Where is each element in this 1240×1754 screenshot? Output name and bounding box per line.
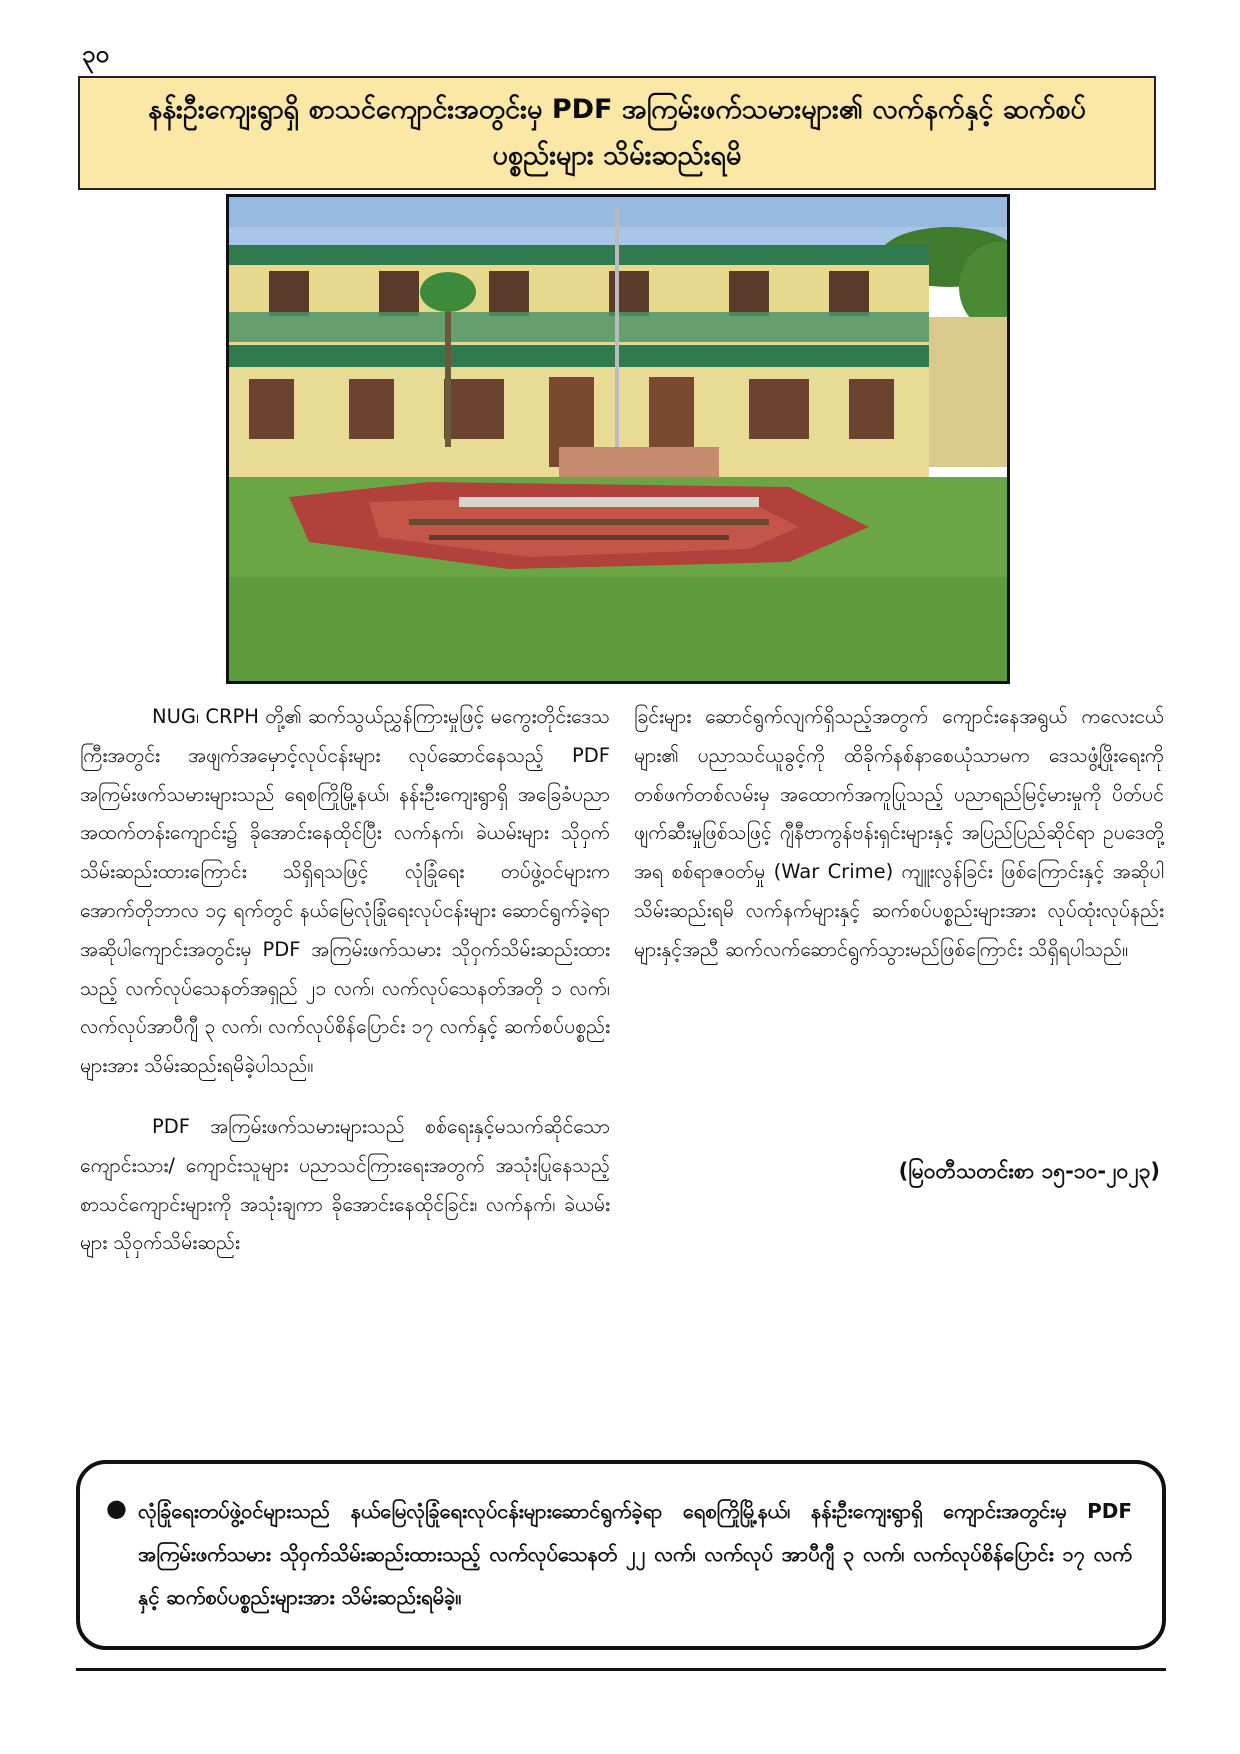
bullet-icon: ● <box>106 1494 127 1522</box>
article-paragraph: NUG၊ CRPH တို့၏ ဆက်သွယ်ညွှန်ကြားမှုဖြင့် မကွေးတိုင်းဒေသကြီးအတွင်း အဖျက်အမှောင့်လုပ်ငန်းများ လုပ်ဆောင်နေသည့် PDF အကြမ်းဖက်သမားများသည် ရေစကြိုမြို့နယ်၊ နန်းဦးကျေးရွာရှိ အခြေခံပညာအထက်တန်းကျောင်း၌ ခိုအောင်းနေထိုင်ပြီး လက်နက်၊ ခဲယမ်းများ သိုဝှက်သိမ်းဆည်းထားကြောင်း သိရှိရသဖြင့် လုံခြုံရေး တပ်ဖွဲ့ဝင်များက အောက်တိုဘာလ ၁၄ ရက်တွင် နယ်မြေလုံခြုံရေးလုပ်ငန်းများ ဆောင်ရွက်ခဲ့ရာ အဆိုပါကျောင်းအတွင်းမှ PDF အကြမ်းဖက်သမား သိုဝှက်သိမ်းဆည်းထားသည့် လက်လုပ်သေနတ်အရှည် ၂၁ လက်၊ လက်လုပ်သေနတ်အတို ၁ လက်၊ လက်လုပ်အာပီဂျီ ၃ လက်၊ လက်လုပ်စိန်ပြောင်း ၁၇ လက်နှင့် ဆက်စပ်ပစ္စည်းများအား သိမ်းဆည်းရမိခဲ့ပါသည်။ <box>80 705 610 1078</box>
headline: နန်းဦးကျေးရွာရှိ စာသင်ကျောင်းအတွင်းမှ PDF အကြမ်းဖက်သမားများ၏ လက်နက်နှင့် ဆက်စပ်ပစ္စည်းများ သိမ်းဆည်းရမိ <box>148 94 1086 171</box>
article-left-column <box>80 698 610 1285</box>
page-number: ၃၀ <box>82 40 109 68</box>
headline-box <box>78 76 1156 190</box>
summary-text: လုံခြုံရေးတပ်ဖွဲ့ဝင်များသည် နယ်မြေလုံခြုံရေးလုပ်ငန်းများဆောင်ရွက်ခဲ့ရာ ရေစကြိုမြို့နယ်၊ နန်းဦးကျေးရွာရှိ ကျောင်းအတွင်းမှ PDF အကြမ်းဖက်သမား သိုဝှက်သိမ်းဆည်းထားသည့် လက်လုပ်သေနတ် ၂၂ လက်၊ လက်လုပ် အာပီဂျီ ၃ လက်၊ လက်လုပ်စိန်ပြောင်း ၁၇ လက်နှင့် ဆက်စပ်ပစ္စည်းများအား သိမ်းဆည်းရမိခဲ့။ <box>138 1499 1132 1609</box>
school-building-photo <box>229 197 1007 681</box>
summary-box <box>76 1460 1166 1650</box>
article-right-column <box>634 698 1164 992</box>
article-paragraph: PDF အကြမ်းဖက်သမားများသည် စစ်ရေးနှင့်မသက်ဆိုင်သော ကျောင်းသား/ ကျောင်းသူများ ပညာသင်ကြားရေးအတွက် အသုံးပြုနေသည့် စာသင်ကျောင်းများကို အသုံးချကာ ခိုအောင်းနေထိုင်ခြင်း၊ လက်နက်၊ ခဲယမ်းများ သိုဝှက်သိမ်းဆည်း <box>80 1114 610 1255</box>
bottom-divider <box>76 1668 1166 1671</box>
news-source: (မြဝတီသတင်းစာ ၁၅-၁၀-၂၀၂၃) <box>898 1159 1160 1183</box>
article-paragraph: ခြင်းများ ဆောင်ရွက်လျက်ရှိသည့်အတွက် ကျောင်းနေအရွယ် ကလေးငယ်များ၏ ပညာသင်ယူခွင့်ကို ထိခိုက်နစ်နာစေယုံသာမက ဒေသဖွံ့ဖြိုးရေးကို တစ်ဖက်တစ်လမ်းမှ အထောက်အကူပြုသည့် ပညာရည်မြင့်မားမှုကို ပိတ်ပင်ဖျက်ဆီးမှုဖြစ်သဖြင့် ဂျီနီဗာကွန်ဗန်းရှင်းများနှင့် အပြည်ပြည်ဆိုင်ရာ ဥပဒေတို့အရ စစ်ရာဇဝတ်မှု (War Crime) ကျူးလွန်ခြင်း ဖြစ်ကြောင်းနှင့် အဆိုပါသိမ်းဆည်းရမိ လက်နက်များနှင့် ဆက်စပ်ပစ္စည်းများအား လုပ်ထုံးလုပ်နည်းများနှင့်အညီ ဆက်လက်ဆောင်ရွက်သွားမည်ဖြစ်ကြောင်း သိရှိရပါသည်။ <box>634 705 1164 961</box>
news-photo <box>226 194 1010 684</box>
